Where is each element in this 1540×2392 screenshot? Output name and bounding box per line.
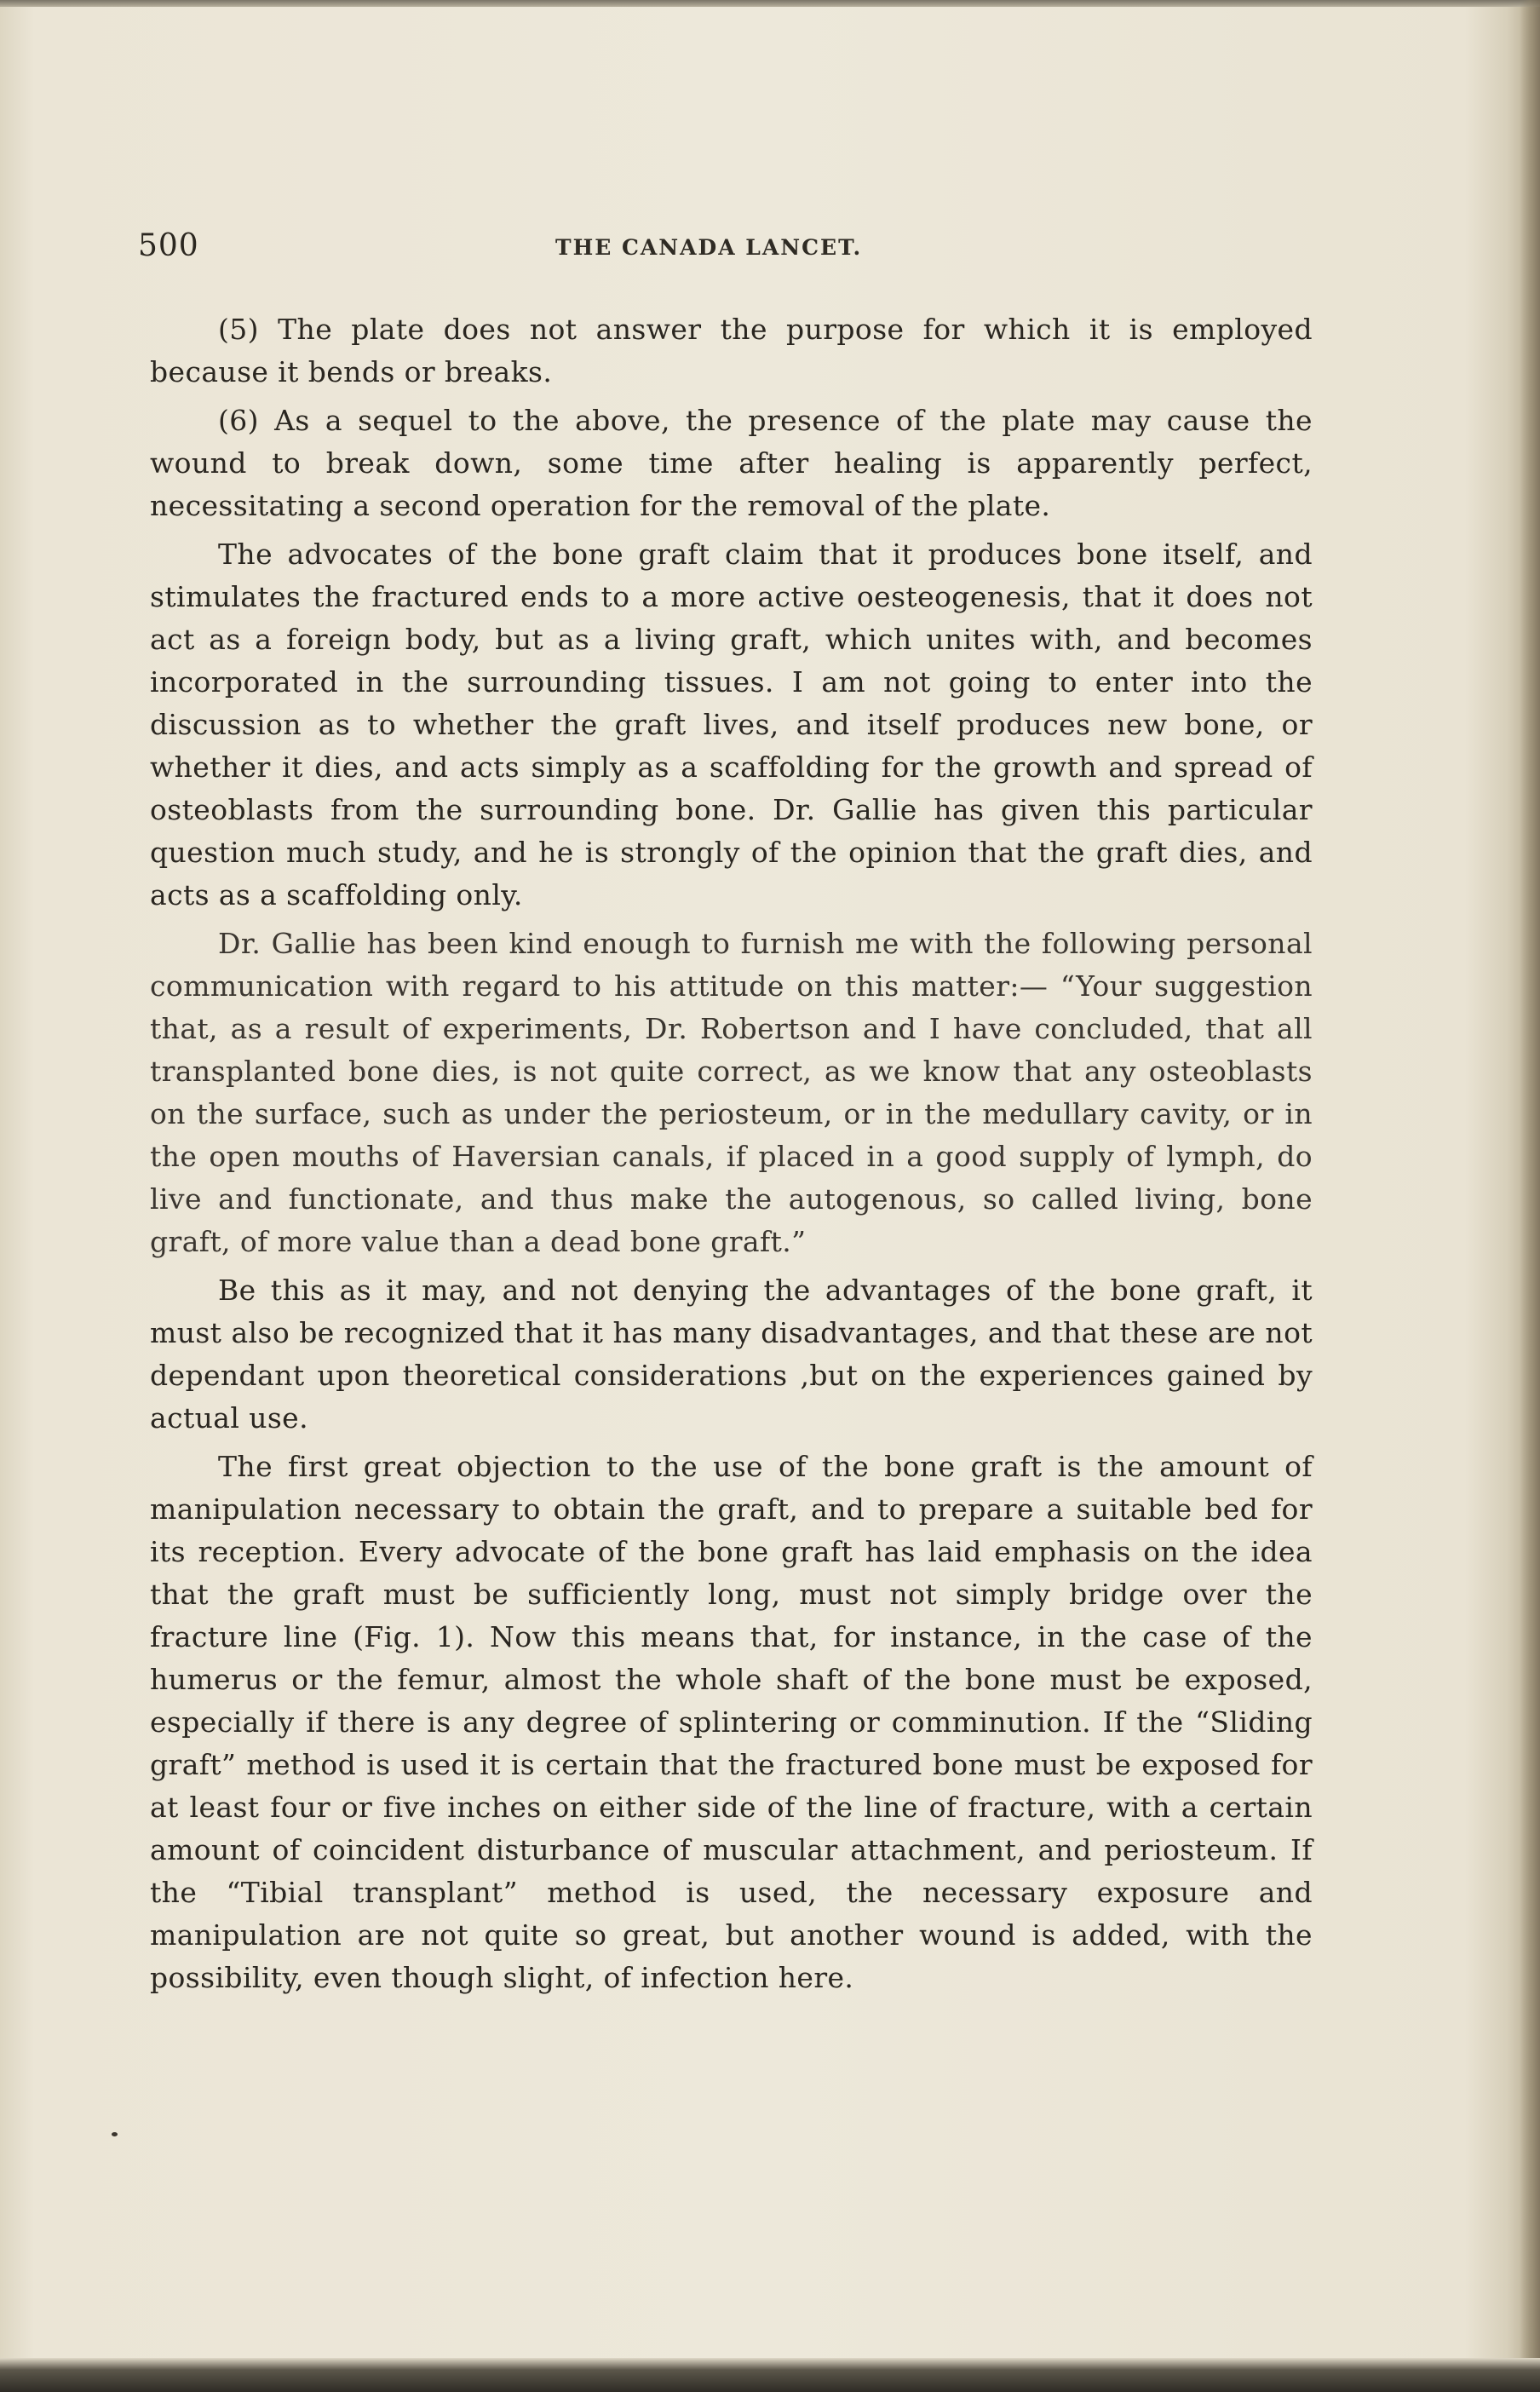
paragraph-gallie-communication: Dr. Gallie has been kind enough to furnish me with the following personal communication with regard to his attitude on this matter:— “Your suggestion that, as a result of experiments, Dr. Robertson and I have concluded, that all transplanted bone dies, is not quite correct, as we know that any osteoblasts on the surface, such as under the periosteum, or in the medullary cavity, or in the open mouths of Haversian canals, if placed in a good supply of lymph, do live and functionate, and thus make the autogenous, so called living, bone graft, of more value than a dead bone graft.” xyxy=(150,927,1313,1258)
right-page-edge-shadow xyxy=(1520,0,1540,2392)
paragraph-first-objection: The first great objection to the use of the bone graft is the amount of manipulation necessary to obtain the graft, and to prepare a suitable bed for its reception. Every advocate of the bone graft has laid emphasis on the idea that the graft must be sufficiently long, must not simply bridge over the fracture line (Fig. 1). Now this means that, for instance, in the case of the humerus or the femur, almost the whole shaft of the bone must be exposed, especially if there is any degree of splintering or comminution. If the “Sliding graft” method is used it is certain that the fractured bone must be exposed for at least four or five inches on either side of the line of fracture, with a certain amount of coincident disturbance of muscular attachment, and periosteum. If the “Tibial transplant” method is used, the necessary exposure and manipulation are not quite so great, but another wound is added, with the possibility, even though slight, of infection here. xyxy=(150,1450,1313,1994)
ink-fleck xyxy=(112,2132,118,2136)
top-page-edge xyxy=(0,0,1540,7)
page-header xyxy=(138,228,1313,279)
bottom-page-edge xyxy=(0,2358,1540,2392)
running-title: THE CANADA LANCET. xyxy=(555,235,863,260)
paragraph-plate-objection-6: (6) As a sequel to the above, the presence of the plate may cause the wound to break down, some time after healing is apparently perfect, necessitating a second operation for the removal of the plate. xyxy=(150,404,1313,522)
paragraph-disadvantages: Be this as it may, and not denying the advantages of the bone graft, it must also be recognized that it has many disadvantages, and that these are not dependant upon theoretical considerations ,but on the experiences gained by actual use. xyxy=(150,1274,1313,1435)
paragraph-plate-objection-5: (5) The plate does not answer the purpose for which it is employed because it bends or breaks. xyxy=(150,313,1313,388)
page-number: 500 xyxy=(138,228,199,263)
article-body xyxy=(150,308,1313,2005)
paragraph-bone-graft-advocates: The advocates of the bone graft claim that it produces bone itself, and stimulates the fractured ends to a more active oesteogenesis, that it does not act as a foreign body, but as a living graft, which unites with, and becomes incorporated in the surrounding tissues. I am not going to enter into the discussion as to whether the graft lives, and itself produces new bone, or whether it dies, and acts simply as a scaffolding for the growth and spread of osteoblasts from the surrounding bone. Dr. Gallie has given this particular question much study, and he is strongly of the opinion that the graft dies, and acts as a scaffolding only. xyxy=(150,538,1313,911)
